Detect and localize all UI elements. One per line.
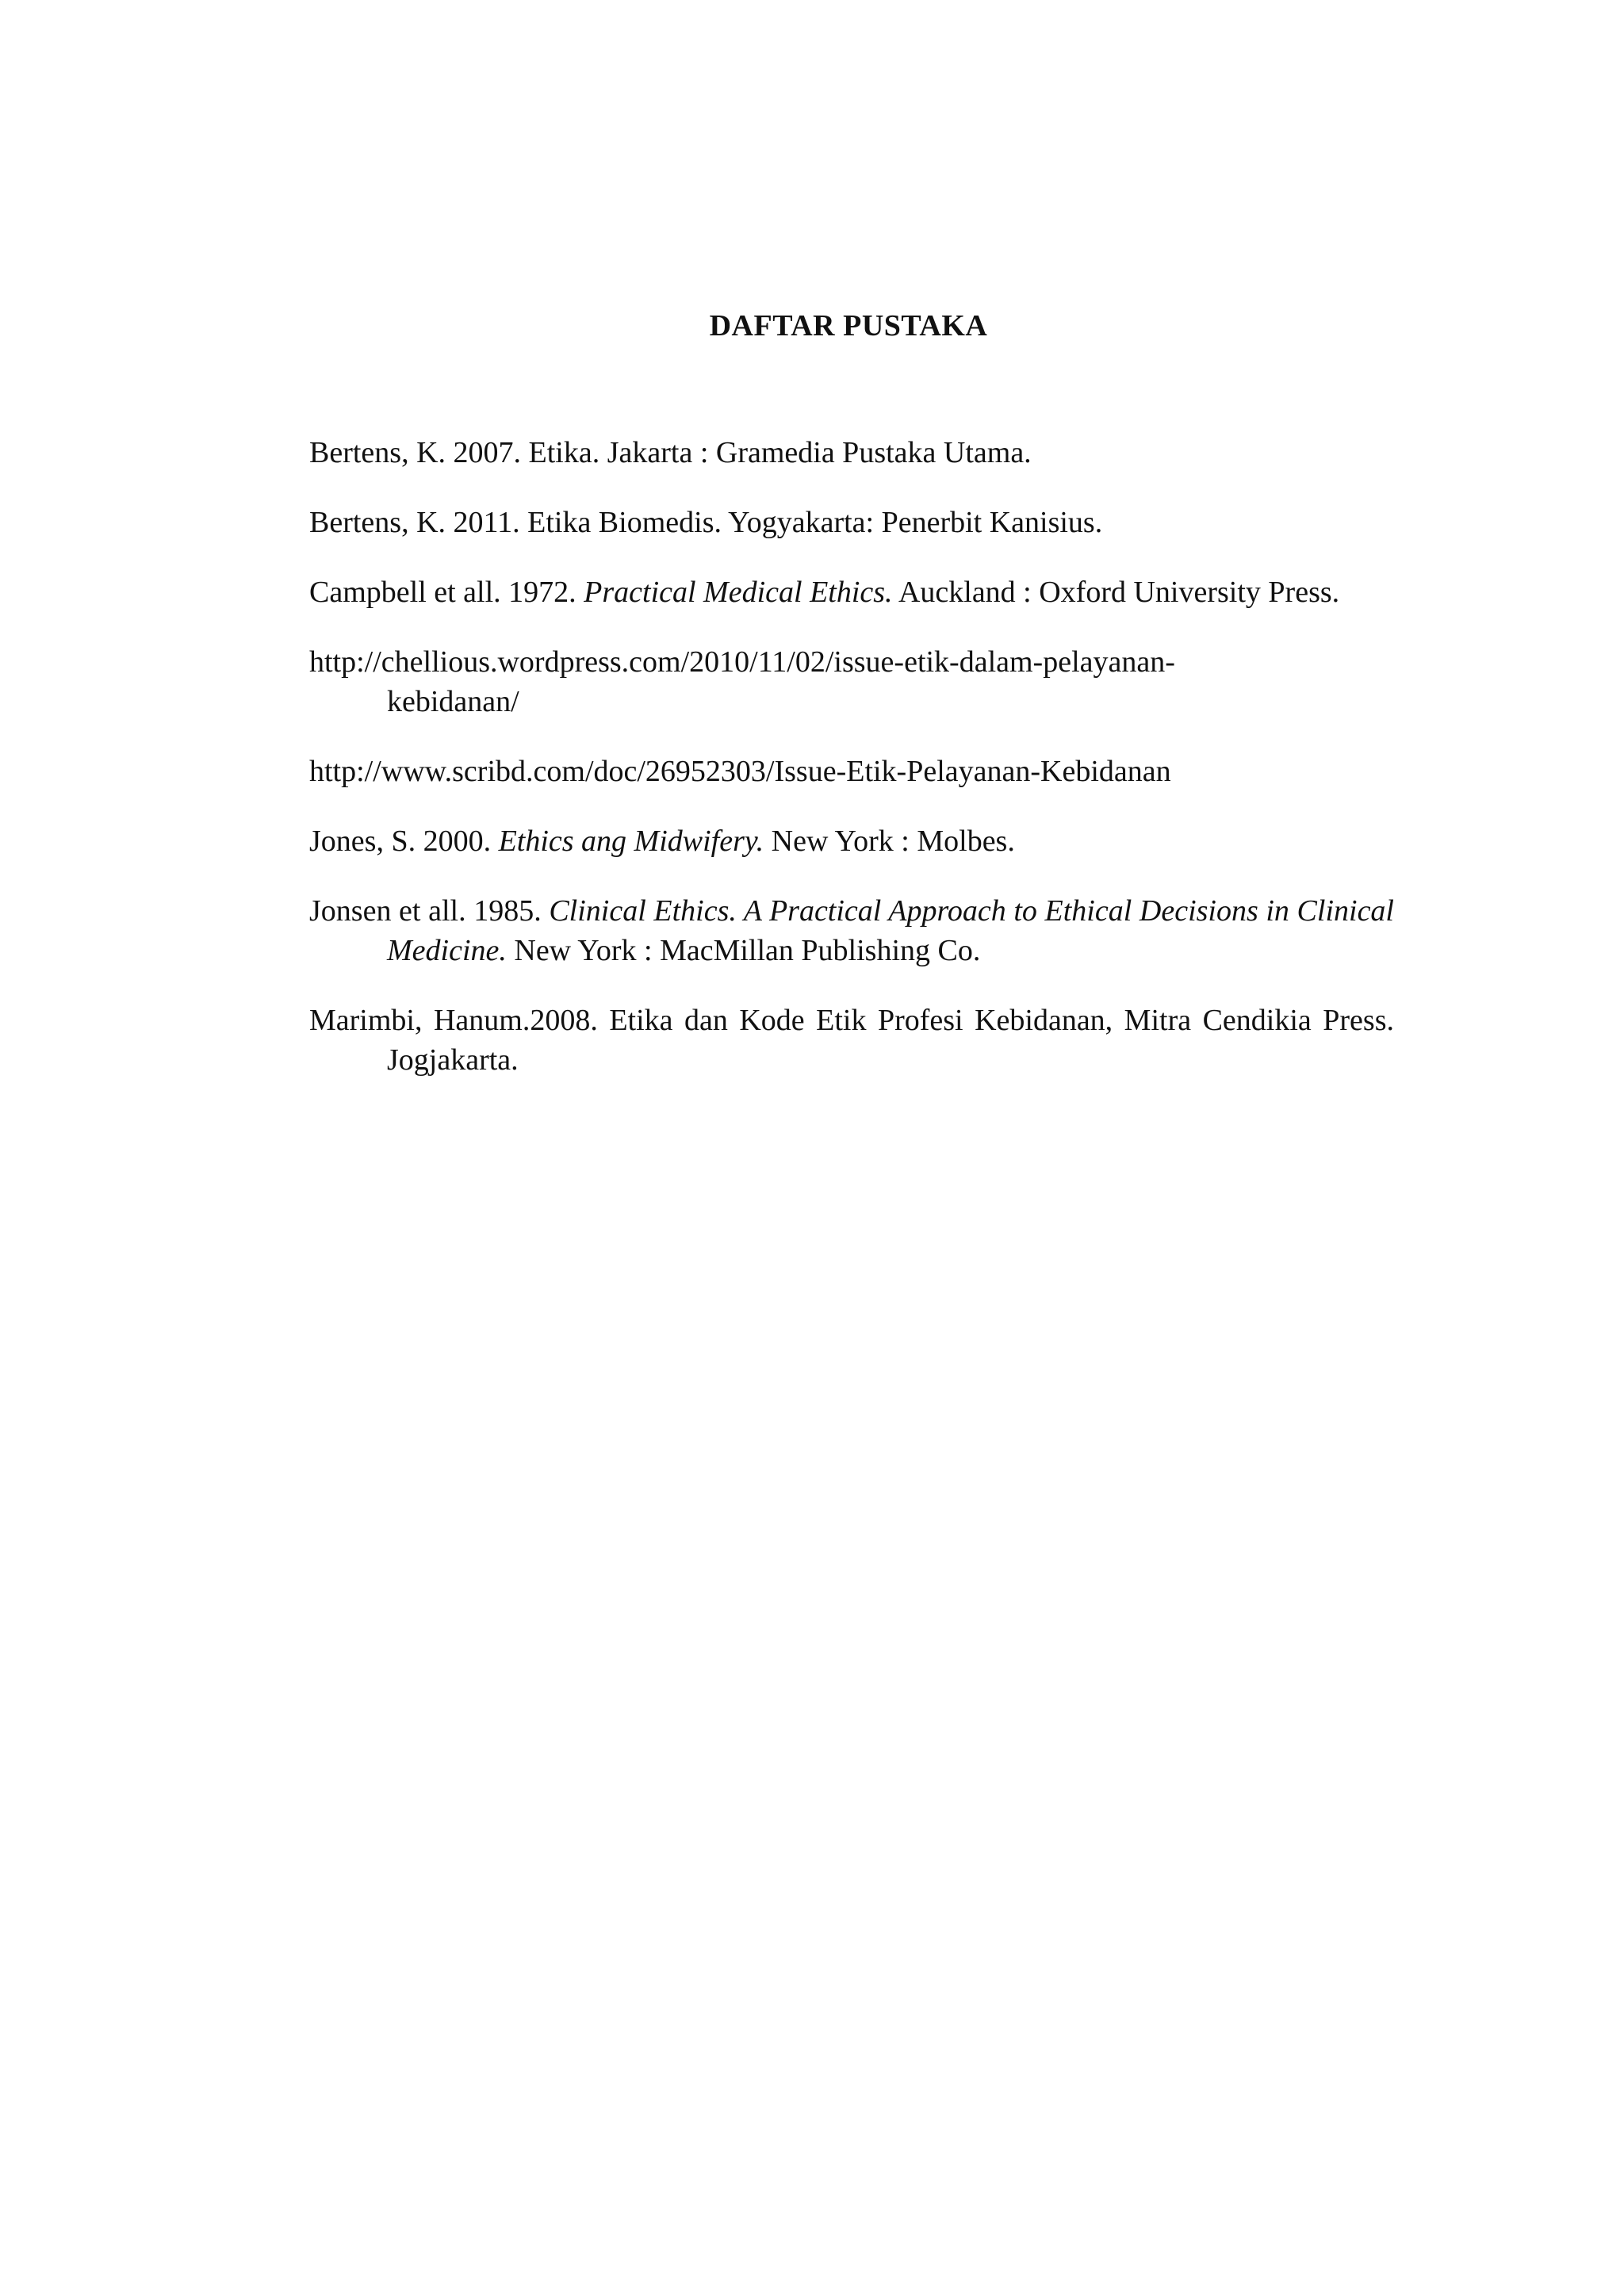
reference-item bbox=[309, 642, 1394, 721]
reference-text: Jones, S. 2000. bbox=[309, 825, 499, 858]
reference-publisher: New York : MacMillan Publishing Co. bbox=[506, 934, 981, 967]
reference-title: Ethics ang Midwifery. bbox=[498, 825, 764, 858]
reference-item bbox=[309, 891, 1394, 970]
reference-list bbox=[309, 433, 1394, 1110]
reference-text: Jonsen et all. 1985. bbox=[309, 894, 550, 928]
reference-item bbox=[309, 1001, 1394, 1080]
reference-text: http://chellious.wordpress.com/2010/11/02/issue-etik-dalam-pelayanan- kebidanan/ bbox=[309, 645, 1175, 718]
page-title: DAFTAR PUSTAKA bbox=[709, 309, 988, 342]
reference-item bbox=[309, 503, 1394, 542]
reference-text: Campbell et all. 1972. bbox=[309, 576, 584, 609]
reference-text: Marimbi, Hanum.2008. Etika dan Kode Etik Profesi Kebidanan, Mitra Cendikia Press. Jogjakarta. bbox=[309, 1004, 1394, 1077]
reference-item bbox=[309, 821, 1394, 861]
reference-item bbox=[309, 433, 1394, 473]
reference-publisher: Auckland : Oxford University Press. bbox=[892, 576, 1340, 609]
reference-publisher: New York : Molbes. bbox=[764, 825, 1015, 858]
reference-item bbox=[309, 752, 1394, 791]
reference-text: Bertens, K. 2007. Etika. Jakarta : Gramedia Pustaka Utama. bbox=[309, 436, 1032, 469]
reference-text: Bertens, K. 2011. Etika Biomedis. Yogyakarta: Penerbit Kanisius. bbox=[309, 506, 1103, 539]
reference-item bbox=[309, 572, 1394, 612]
reference-title: Practical Medical Ethics. bbox=[584, 576, 893, 609]
reference-title: Clinical Ethics. A Practical Approach to Ethical Decisions in Clinical Medicine. bbox=[387, 894, 1394, 967]
reference-text: http://www.scribd.com/doc/26952303/Issue-Etik-Pelayanan-Kebidanan bbox=[309, 755, 1171, 788]
